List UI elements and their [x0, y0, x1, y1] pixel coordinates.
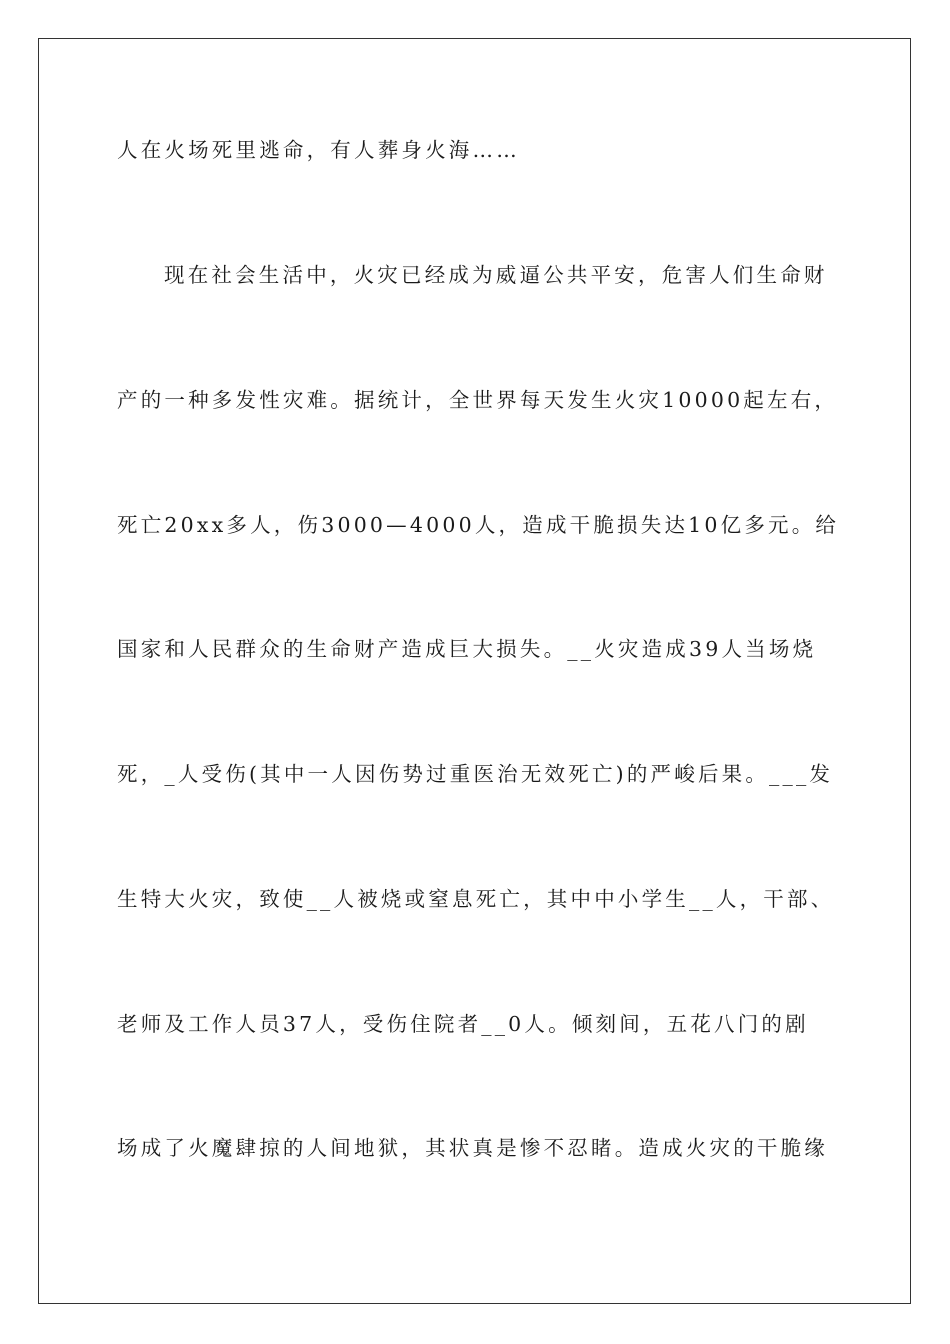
text-line: 老师及工作人员37人，受伤住院者__0人。倾刻间，五花八门的剧: [117, 1012, 809, 1036]
text-line: 国家和人民群众的生命财产造成巨大损失。__火灾造成39人当场烧: [117, 637, 817, 661]
text-line: 死亡20xx多人，伤3000—4000人，造成干脆损失达10亿多元。给: [117, 513, 840, 537]
text-line: 产的一种多发性灾难。据统计，全世界每天发生火灾10000起左右，: [117, 388, 839, 412]
text-line: 生特大火灾，致使__人被烧或窒息死亡，其中中小学生__人，干部、: [117, 887, 835, 911]
page-border: [38, 38, 911, 1304]
paragraph-first-line: 现在社会生活中，火灾已经成为威逼公共平安，危害人们生命财: [164, 263, 828, 287]
text-line: 人在火场死里逃命，有人葬身火海……: [117, 138, 520, 162]
text-line: 死，_人受伤(其中一人因伤势过重医治无效死亡)的严峻后果。___发: [117, 762, 834, 786]
text-line: 场成了火魔肆掠的人间地狱，其状真是惨不忍睹。造成火灾的干脆缘: [117, 1136, 828, 1160]
